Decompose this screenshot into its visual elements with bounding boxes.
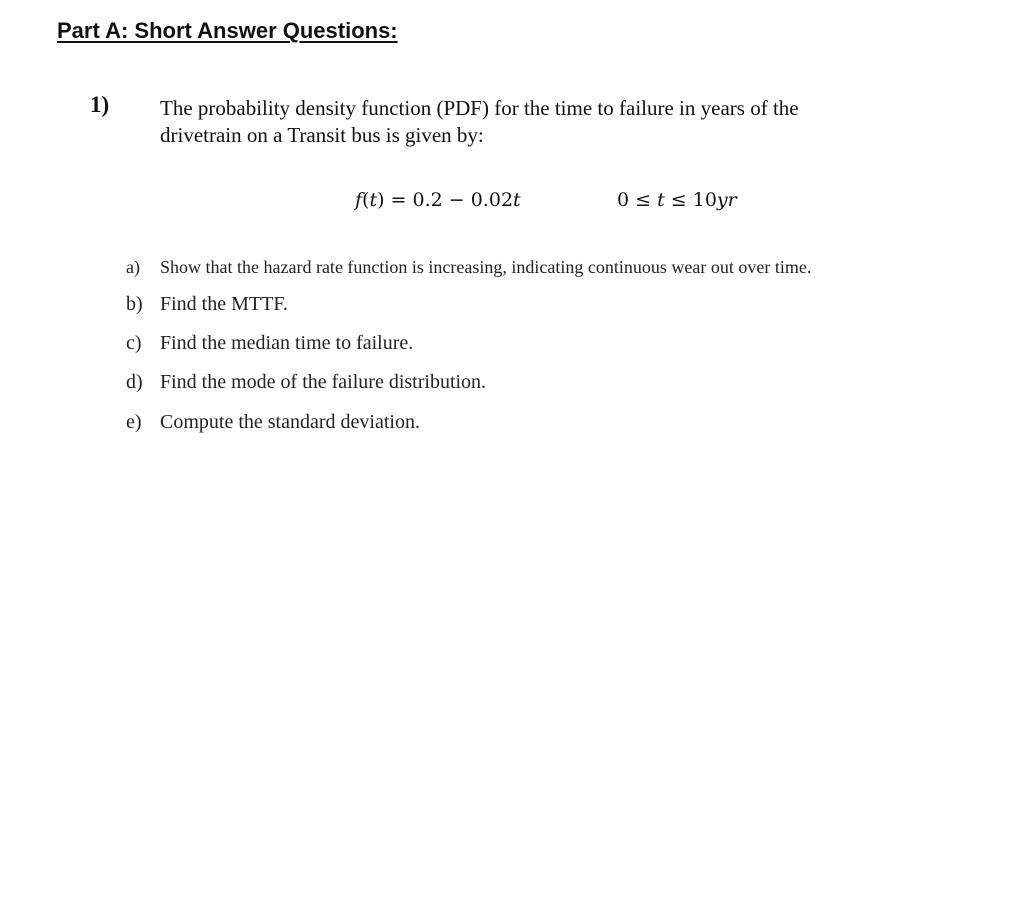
sub-question-letter: b) — [126, 293, 143, 315]
pdf-formula — [355, 189, 521, 211]
sub-question-letter: a) — [126, 257, 140, 277]
range-unit: yr — [716, 189, 737, 211]
pdf-variable: t — [369, 189, 378, 211]
sub-question-d — [126, 371, 486, 394]
sub-question-a — [126, 257, 811, 278]
question-stem-line-1: The probability density function (PDF) for the time to failure in years of the — [160, 96, 799, 120]
sub-question-text: Show that the hazard rate function is increasing, indicating continuous wear out over time. — [160, 257, 812, 277]
sub-question-b — [126, 293, 288, 316]
range-upper: ≤ 10 — [664, 189, 717, 211]
question-stem — [160, 95, 980, 149]
range-lower: 0 ≤ — [617, 189, 658, 211]
part-heading: Part A: Short Answer Questions: — [57, 18, 398, 43]
sub-question-c — [126, 332, 413, 355]
sub-question-e — [126, 411, 420, 434]
sub-question-text: Find the mode of the failure distribution. — [160, 371, 487, 393]
sub-question-letter: c) — [126, 332, 142, 354]
question-stem-line-2: drivetrain on a Transit bus is given by: — [160, 123, 484, 147]
sub-question-letter: e) — [126, 411, 142, 433]
pdf-variable-2: t — [513, 189, 521, 211]
pdf-function-symbol: f — [355, 189, 363, 211]
domain-range — [617, 189, 737, 211]
sub-question-text: Compute the standard deviation. — [160, 411, 420, 433]
question-number: 1) — [90, 92, 110, 117]
sub-question-text: Find the MTTF. — [160, 293, 288, 315]
pdf-expression: ) = 0.2 − 0.02 — [377, 189, 514, 211]
sub-question-text: Find the median time to failure. — [160, 332, 414, 354]
sub-question-letter: d) — [126, 371, 143, 393]
range-variable: t — [657, 189, 665, 211]
pdf-open-paren: ( — [362, 189, 370, 211]
